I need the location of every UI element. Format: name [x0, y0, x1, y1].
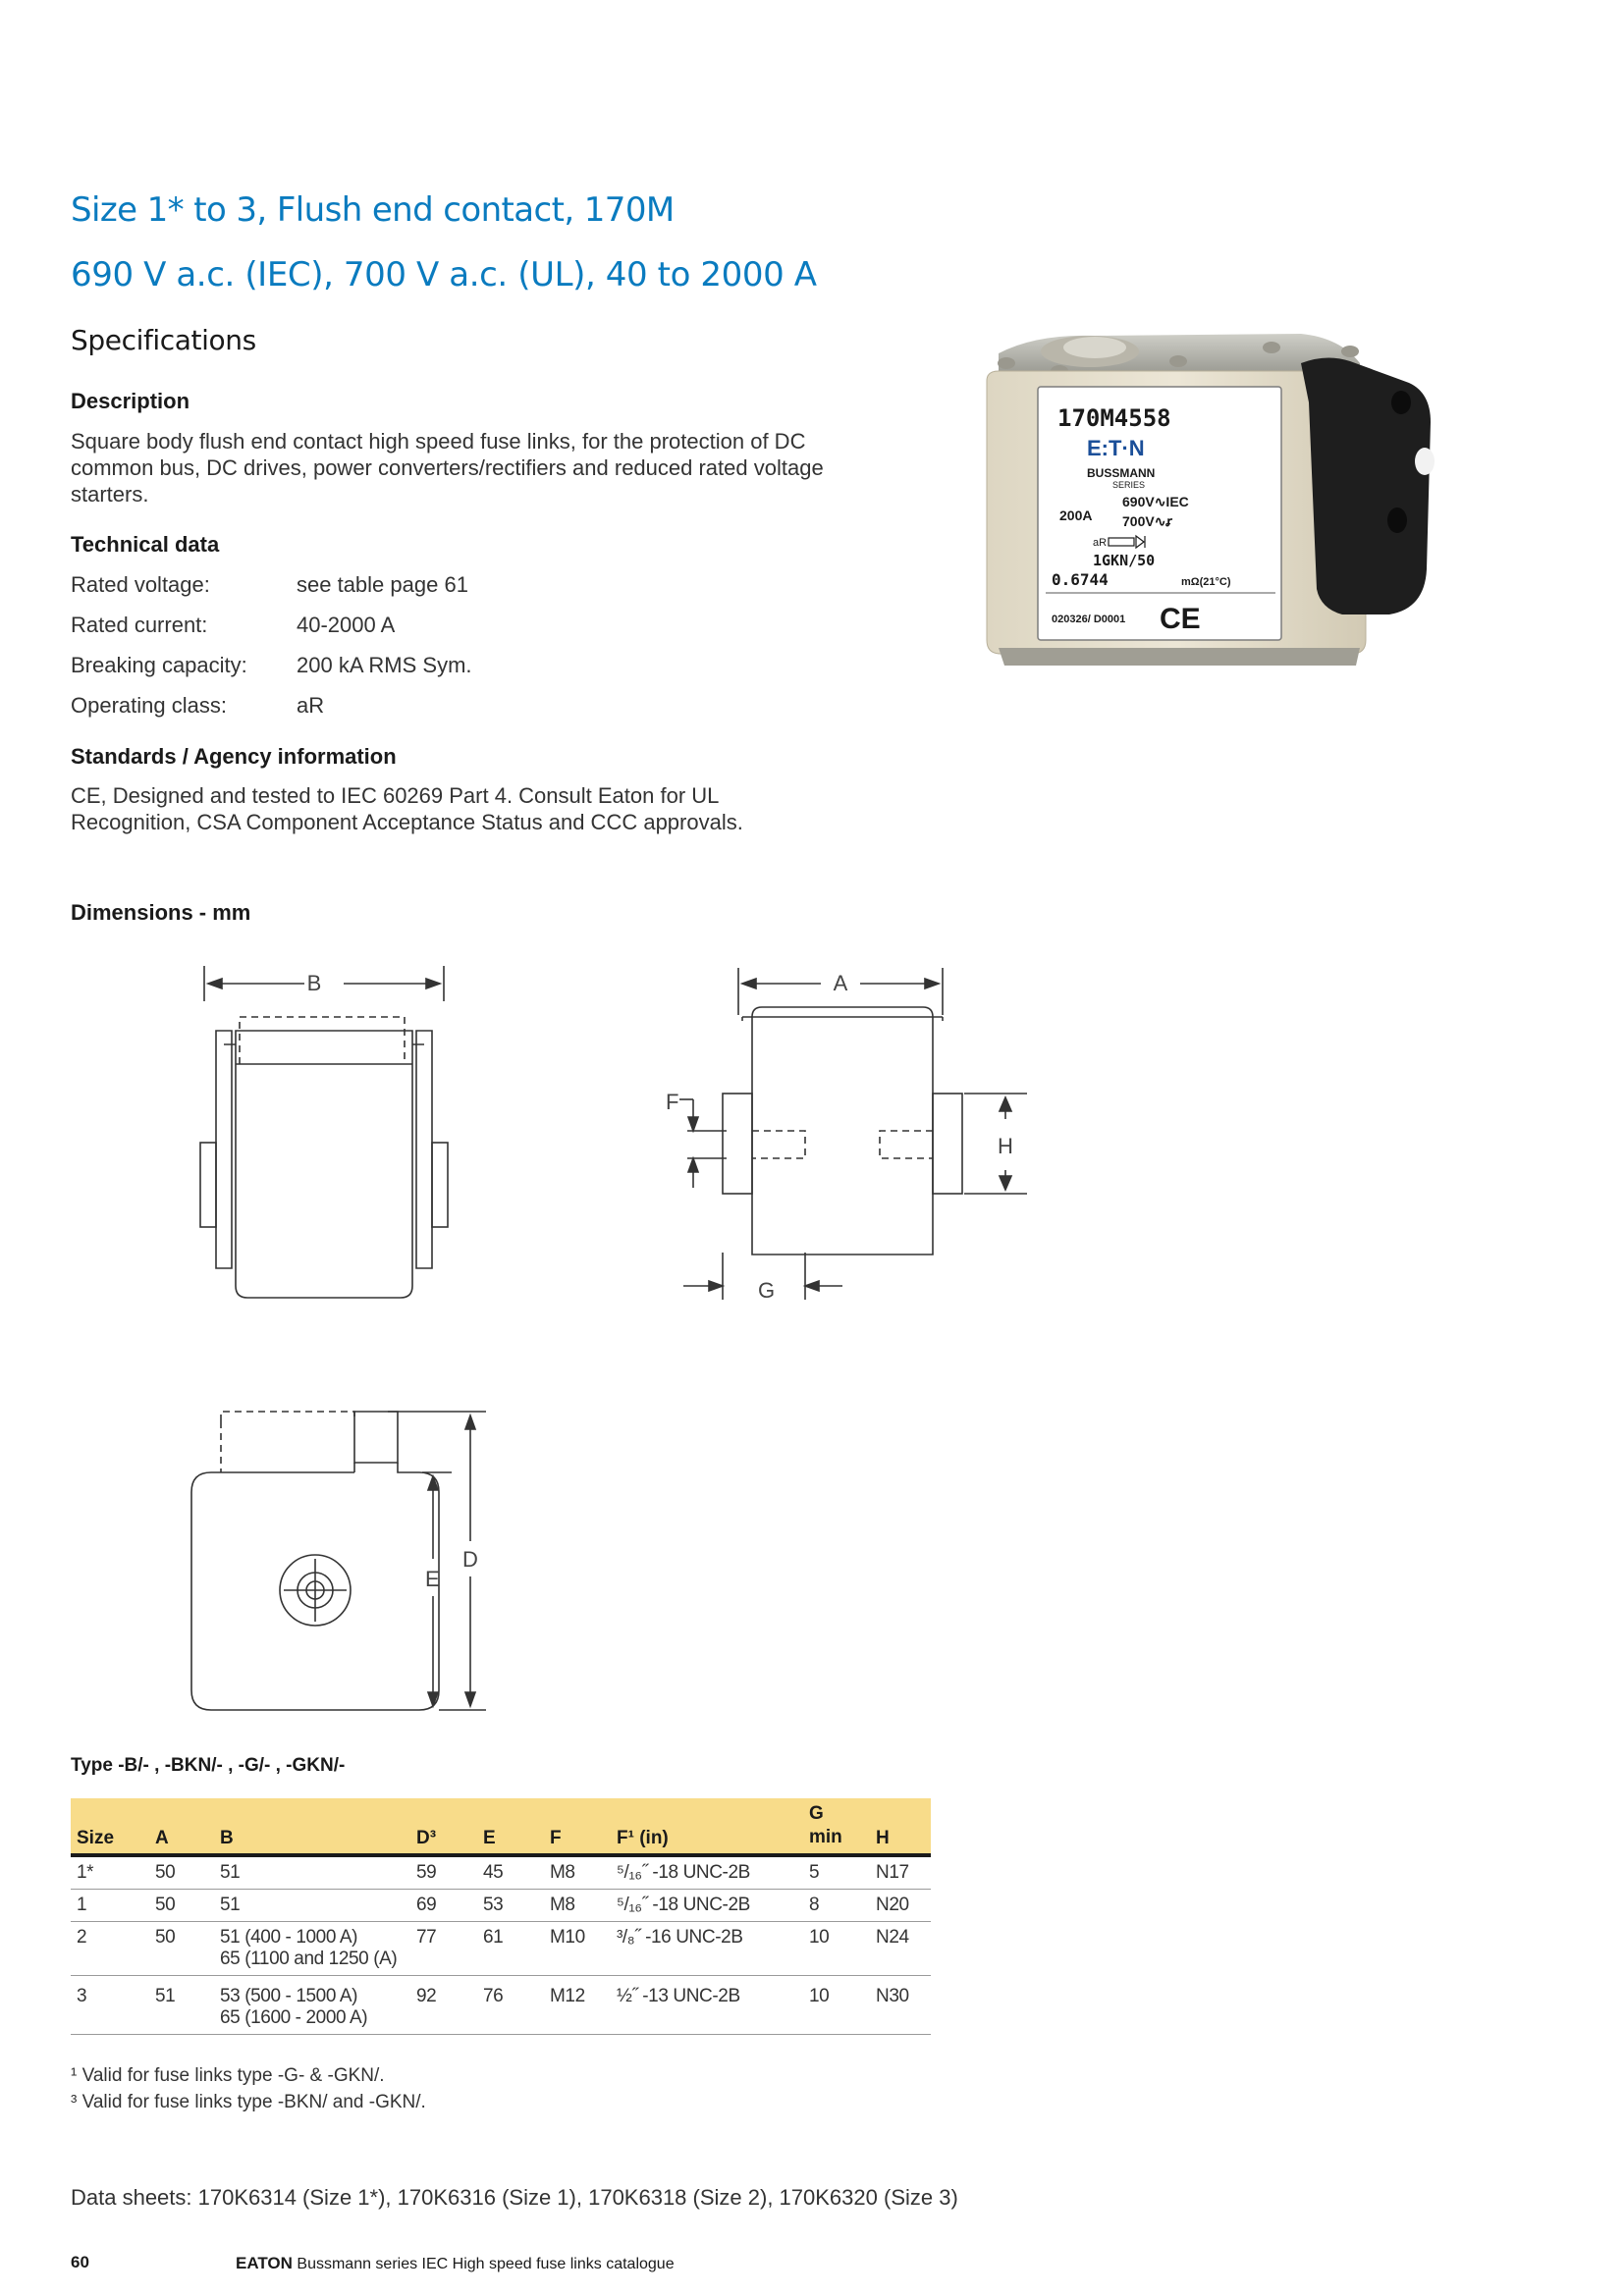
tech-label: Rated current: [71, 613, 208, 637]
cell-size: 1 [71, 1890, 149, 1922]
label-v-iec: 690V∿IEC [1122, 494, 1189, 509]
label-amps: 200A [1059, 507, 1093, 523]
col-header: A [149, 1798, 214, 1855]
drawing-side-view-b [196, 962, 452, 1325]
tech-value: 200 kA RMS Sym. [297, 653, 472, 677]
cell-b-line1: 51 [220, 1895, 241, 1915]
cell-f: M8 [544, 1890, 611, 1922]
cell-a: 50 [149, 1855, 214, 1890]
cell-e: 53 [477, 1890, 544, 1922]
label-ar: aR [1093, 537, 1108, 549]
table-caption: Type -B/- , -BKN/- , -G/- , -GKN/- [71, 1755, 346, 1776]
spec-table [71, 1798, 931, 2035]
cell-f: M8 [544, 1855, 611, 1890]
page-subtitle: 690 V a.c. (IEC), 700 V a.c. (UL), 40 to 2000 A [71, 255, 817, 294]
cell-b [214, 1976, 410, 2035]
cell-a: 50 [149, 1922, 214, 1976]
page-title: Size 1* to 3, Flush end contact, 170M [71, 190, 675, 230]
cell-e: 76 [477, 1976, 544, 2035]
cell-h: N20 [870, 1890, 931, 1922]
cell-b [214, 1890, 410, 1922]
tech-label: Breaking capacity: [71, 653, 247, 677]
cell-size: 3 [71, 1976, 149, 2035]
cell-h: N17 [870, 1855, 931, 1890]
section-heading: Specifications [71, 324, 256, 356]
cell-b [214, 1855, 410, 1890]
tech-row-current [71, 613, 396, 638]
cell-e: 45 [477, 1855, 544, 1890]
cell-b-line1: 51 (400 - 1000 A) [220, 1927, 358, 1948]
dim-label-h: H [998, 1134, 1013, 1158]
footnote-3: ³ Valid for fuse links type -BKN/ and -GKN/. [71, 2092, 426, 2112]
label-date: 020326/ D0001 [1052, 614, 1126, 625]
table-row [71, 1855, 931, 1890]
cell-g: 5 [803, 1855, 870, 1890]
label-resistance: 0.6744 [1052, 570, 1109, 589]
table-row [71, 1890, 931, 1922]
cell-d: 69 [410, 1890, 477, 1922]
drawing-end-view-d [182, 1404, 565, 1728]
cell-b-line2: 65 (1100 and 1250 (A) [220, 1949, 398, 1969]
cell-f-in: ½˝ -13 UNC-2B [611, 1976, 803, 2035]
drawing-front-view-a [648, 962, 1041, 1315]
footnote-1: ¹ Valid for fuse links type -G- & -GKN/. [71, 2065, 385, 2086]
label-part: 170M4558 [1057, 404, 1171, 432]
dim-label-a: A [833, 971, 848, 995]
tech-row-breaking [71, 653, 472, 678]
cell-f: M12 [544, 1976, 611, 2035]
cell-h: N24 [870, 1922, 931, 1976]
cell-d: 92 [410, 1976, 477, 2035]
table-header-row [71, 1798, 931, 1855]
tech-value: 40-2000 A [297, 613, 396, 637]
description-text: Square body flush end contact high speed fuse links, for the protection of DC common bus, DC drives, power converters/rectifiers and reduced rated voltage starters. [71, 429, 824, 507]
standards-heading: Standards / Agency information [71, 744, 397, 769]
cell-e: 61 [477, 1922, 544, 1976]
dim-label-f: F [666, 1090, 679, 1114]
ce-mark-icon: CE [1160, 603, 1201, 635]
cell-g: 8 [803, 1890, 870, 1922]
description-heading: Description [71, 389, 190, 413]
cell-size: 2 [71, 1922, 149, 1976]
cell-b-line1: 51 [220, 1862, 241, 1883]
col-header: F [544, 1798, 611, 1855]
tech-label: Operating class: [71, 693, 227, 718]
dim-label-d: D [462, 1547, 478, 1572]
footer-catalogue: Bussmann series IEC High speed fuse links catalogue [297, 2256, 675, 2272]
dim-label-e: E [425, 1567, 440, 1591]
table-row [71, 1922, 931, 1976]
cell-f-in: ⁵/₁₆˝ -18 UNC-2B [611, 1855, 803, 1890]
cell-b [214, 1922, 410, 1976]
col-header: B [214, 1798, 410, 1855]
page-number: 60 [71, 2253, 89, 2271]
col-header: Size [71, 1798, 149, 1855]
col-header: D³ [410, 1798, 477, 1855]
cell-b-line1: 53 (500 - 1500 A) [220, 1986, 358, 2006]
cell-h: N30 [870, 1976, 931, 2035]
cell-f-in: ³/₈˝ -16 UNC-2B [611, 1922, 803, 1976]
cell-size: 1* [71, 1855, 149, 1890]
fuse-product-photo [977, 324, 1438, 667]
footer-brand: EATON [236, 2254, 293, 2272]
dim-label-g: G [758, 1278, 776, 1303]
tech-row-class [71, 693, 325, 719]
col-header: F¹ (in) [611, 1798, 803, 1855]
tech-row-voltage [71, 572, 468, 598]
technical-heading: Technical data [71, 532, 220, 557]
datasheets-line: Data sheets: 170K6314 (Size 1*), 170K6316 (Size 1), 170K6318 (Size 2), 170K6320 (Size 3) [71, 2185, 958, 2210]
cell-a: 50 [149, 1890, 214, 1922]
cell-g: 10 [803, 1922, 870, 1976]
cell-a: 51 [149, 1976, 214, 2035]
tech-label: Rated voltage: [71, 572, 210, 597]
cell-g: 10 [803, 1976, 870, 2035]
table-row [71, 1976, 931, 2035]
dimensions-heading: Dimensions - mm [71, 900, 251, 925]
cell-f: M10 [544, 1922, 611, 1976]
dim-label-b: B [306, 971, 322, 995]
label-v-ul: 700V∿ꭉ [1122, 513, 1173, 529]
col-header: H [870, 1798, 931, 1855]
tech-value: see table page 61 [297, 572, 468, 597]
label-code: 1GKN/50 [1093, 552, 1156, 569]
cell-f-in: ⁵/₁₆˝ -18 UNC-2B [611, 1890, 803, 1922]
col-header: G min [803, 1798, 870, 1855]
label-brand: E:T·N [1087, 436, 1145, 460]
label-res-unit: mΩ(21°C) [1181, 576, 1231, 588]
cell-b-line2: 65 (1600 - 2000 A) [220, 2007, 368, 2028]
cell-d: 77 [410, 1922, 477, 1976]
footer-text [236, 2254, 675, 2273]
col-header: E [477, 1798, 544, 1855]
label-series2: SERIES [1112, 480, 1146, 490]
cell-d: 59 [410, 1855, 477, 1890]
tech-value: aR [297, 693, 325, 718]
label-series1: BUSSMANN [1087, 466, 1156, 480]
standards-text: CE, Designed and tested to IEC 60269 Part 4. Consult Eaton for UL Recognition, CSA Component Acceptance Status and CCC approvals. [71, 783, 743, 834]
